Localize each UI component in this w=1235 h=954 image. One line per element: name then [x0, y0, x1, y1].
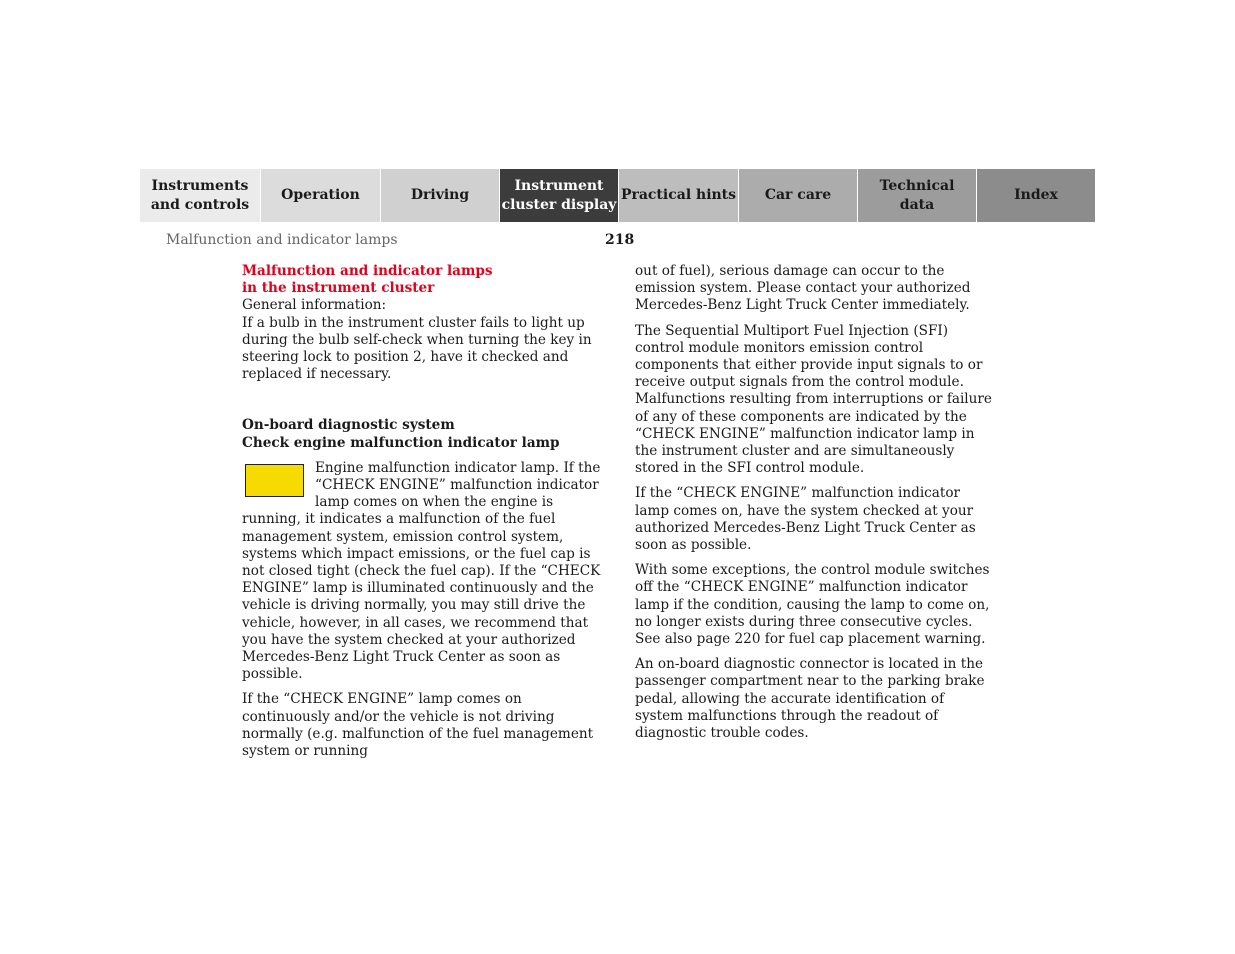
obd-heading: On-board diagnostic system Check engine malfunction indicator lamp: [242, 417, 560, 451]
check-engine-lamp-icon: [245, 464, 304, 497]
tab-practical-hints[interactable]: Practical hints: [618, 169, 738, 222]
paragraph: out of fuel), serious damage can occur to the emission system. Please contact your authorized Mercedes-Benz Light Truck Center immediately.: [635, 263, 971, 314]
paragraph: If the “CHECK ENGINE” malfunction indicator lamp comes on, have the system checked at your authorized Mercedes-Benz Light Truck Center as soon as possible.: [635, 485, 976, 554]
paragraph: With some exceptions, the control module switches off the “CHECK ENGINE” malfunction indicator lamp if the condition, causing the lamp to come on, no longer exists during three consecutive cycles. See also page 220 for fuel cap placement warning.: [635, 562, 990, 648]
right-column: [635, 263, 995, 742]
tab-car-care[interactable]: Car care: [738, 169, 857, 222]
tab-index[interactable]: Index: [976, 169, 1095, 222]
tab-operation[interactable]: Operation: [260, 169, 380, 222]
chapter-tab-bar: [140, 169, 1095, 222]
paragraph: The Sequential Multiport Fuel Injection (SFI) control module monitors emission control components that either provide input signals to or receive output signals from the control module. Malfunctions resulting from interruptions or failure of any of these components are indicated by the “CHECK ENGINE” malfunction indicator lamp in the instrument cluster and are simultaneously stored in the SFI control module.: [635, 322, 992, 477]
page-number: 218: [605, 232, 635, 248]
general-info-text: If a bulb in the instrument cluster fails to light up during the bulb self-check when turning the key in steering lock to position 2, have it checked and replaced if necessary.: [242, 314, 592, 383]
continuous-lamp-text: If the “CHECK ENGINE” lamp comes on continuously and/or the vehicle is not driving normally (e.g. malfunction of the fuel management system or running: [242, 691, 594, 760]
lamp-description: [242, 460, 602, 684]
paragraph: An on-board diagnostic connector is located in the passenger compartment near to the parking brake pedal, allowing the accurate identification of system malfunctions through the readout of diagnostic trouble codes.: [635, 656, 985, 742]
tab-instrument-cluster-display[interactable]: Instrument cluster display: [499, 169, 618, 222]
tab-instruments-and-controls[interactable]: Instruments and controls: [140, 169, 260, 222]
general-info-heading: General information:: [242, 297, 387, 314]
tab-driving[interactable]: Driving: [380, 169, 499, 222]
left-column: [242, 263, 602, 760]
lamp-description-text: Engine malfunction indicator lamp. If the “CHECK ENGINE” malfunction indicator lamp comes on when the engine is running, it indicates a malfunction of the fuel management system, emission control system, systems which impact emissions, or the fuel cap is not closed tight (check the fuel cap). If the “CHECK ENGINE” lamp is illuminated continuously and the vehicle is driving normally, you may still drive the vehicle, however, in all cases, we recommend that you have the system checked at your authorized Mercedes-Benz Light Truck Center as soon as possible.: [242, 459, 601, 683]
tab-technical-data[interactable]: Technical data: [857, 169, 976, 222]
section-title: Malfunction and indicator lamps in the instrument cluster: [242, 263, 493, 297]
running-header: Malfunction and indicator lamps: [166, 232, 398, 248]
